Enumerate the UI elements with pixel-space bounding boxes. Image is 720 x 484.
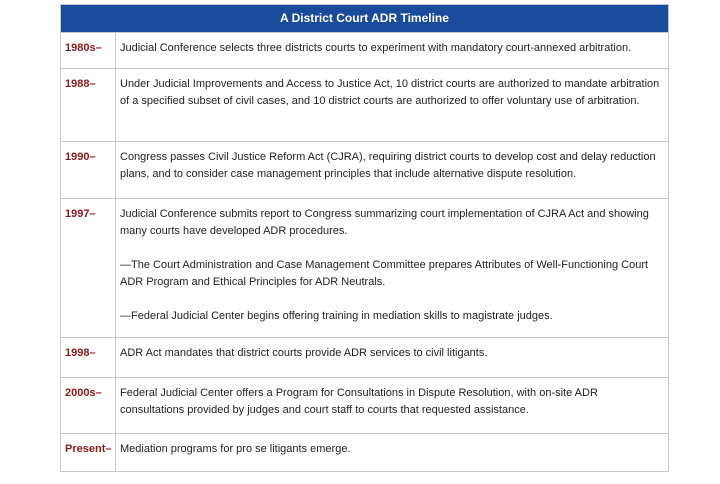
timeline-paragraph: Congress passes Civil Justice Reform Act (CJRA), requiring district courts to develop cost and delay reduction plans, and to consider case management principles that include alternative dispute resolution.	[120, 151, 656, 180]
timeline-description	[116, 69, 668, 141]
timeline-year: 1988–	[61, 69, 116, 141]
timeline-row	[61, 337, 668, 377]
timeline-paragraph: —The Court Administration and Case Management Committee prepares Attributes of Well-Functioning Court ADR Program and Ethical Principles for ADR Neutrals.	[120, 259, 649, 288]
timeline-paragraph: Judicial Conference submits report to Congress summarizing court implementation of CJRA Act and showing many courts have developed ADR procedures.	[120, 208, 649, 237]
timeline-year: 1997–	[61, 199, 116, 337]
timeline-year: 1998–	[61, 338, 116, 377]
timeline-paragraph: Under Judicial Improvements and Access to Justice Act, 10 district courts are authorized to mandate arbitration of a specified subset of civil cases, and 10 district courts are authorized to offer voluntary use of arbitration.	[120, 78, 660, 107]
adr-timeline-table	[60, 4, 669, 472]
timeline-year: 2000s–	[61, 378, 116, 433]
timeline-year: 1990–	[61, 142, 116, 198]
timeline-year: 1980s–	[61, 33, 116, 68]
timeline-year: Present–	[61, 434, 116, 471]
timeline-row	[61, 377, 668, 433]
timeline-description	[116, 33, 668, 68]
timeline-description	[116, 199, 668, 337]
timeline-description	[116, 378, 668, 433]
timeline-description	[116, 338, 668, 377]
timeline-row	[61, 141, 668, 198]
timeline-row	[61, 198, 668, 337]
timeline-row	[61, 32, 668, 68]
timeline-description	[116, 434, 668, 471]
timeline-row	[61, 68, 668, 141]
timeline-description	[116, 142, 668, 198]
timeline-paragraph: Federal Judicial Center offers a Program for Consultations in Dispute Resolution, with on-site ADR consultations provided by judges and court staff to courts that requested assistance.	[120, 387, 598, 416]
timeline-paragraph: ADR Act mandates that district courts provide ADR services to civil litigants.	[120, 347, 488, 359]
timeline-row	[61, 433, 668, 471]
timeline-paragraph: —Federal Judicial Center begins offering training in mediation skills to magistrate judges.	[120, 310, 553, 322]
timeline-paragraph: Mediation programs for pro se litigants emerge.	[120, 443, 351, 455]
timeline-paragraph: Judicial Conference selects three districts courts to experiment with mandatory court-annexed arbitration.	[120, 42, 632, 54]
timeline-title: A District Court ADR Timeline	[61, 5, 668, 32]
